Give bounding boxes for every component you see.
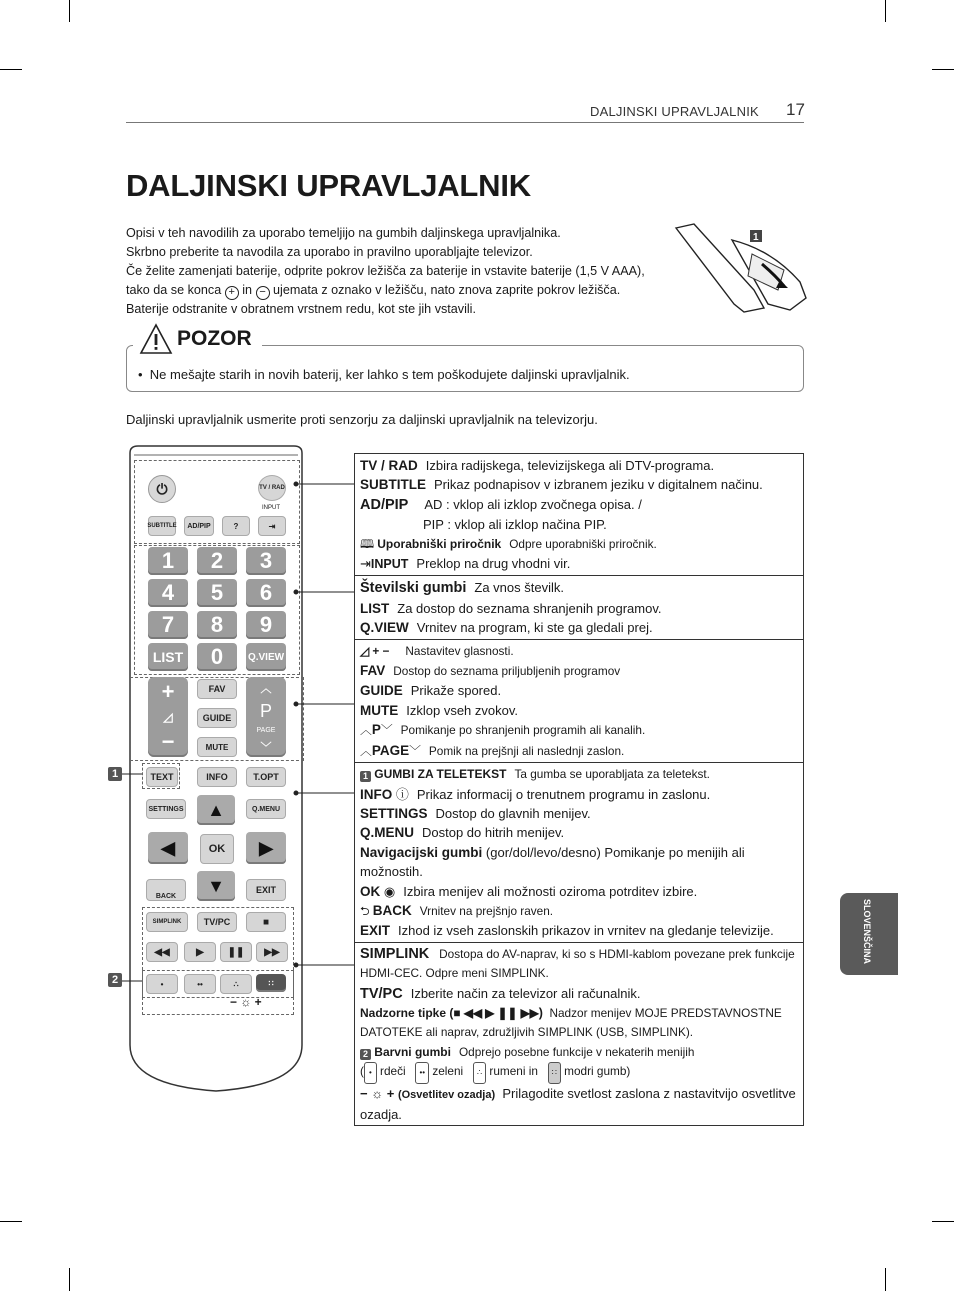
back-button[interactable]: BACK — [146, 879, 186, 901]
aim-instruction: Daljinski upravljalnik usmerite proti senzorju za daljinski upravljalnik na televizorju. — [126, 412, 598, 427]
guide-button[interactable]: GUIDE — [197, 708, 237, 728]
page-label: PAGE — [256, 726, 276, 734]
table-section-navigation: 1 GUMBI ZA TELETEKST Ta gumba se uporabljata za teletekst. INFO ⓘ Prikaz informacij o trenutnem programu in zaslonu. SETTINGS Dostop do glavnih menijev. Q.MENU Dostop do hitrih menijev. Navigacijski gumbi (gor/dol/levo/desno) Pomikanje po menijih ali možnostih. OK ◉ Izbira menijev ali možnosti oziroma potrditev izbire. ⮌ BACK Vrnitev na prejšnjo raven. EXIT Izhod iz vseh zaslonskih prikazov in vrnitev na gledanje televizije. — [355, 762, 803, 942]
color-marker: 2 — [360, 1049, 371, 1060]
teletext-marker: 1 — [108, 767, 122, 781]
digit-button[interactable]: 9 — [246, 611, 286, 639]
program-label: P — [259, 700, 272, 721]
intro-line: tako da se konca + in − ujemata z oznako v ležišču, nato znova zaprite pokrov ležišča. — [126, 283, 621, 298]
chevron-up-icon: ︿ — [360, 723, 372, 738]
yellow-color-button[interactable]: ∴ — [220, 974, 252, 994]
ok-button[interactable]: OK — [200, 834, 234, 864]
volume-icon: ◿ + − — [360, 643, 390, 658]
fav-button[interactable]: FAV — [197, 679, 237, 699]
yellow-button-icon: ∴ — [473, 1062, 486, 1083]
running-header: DALJINSKI UPRAVLJALNIK — [590, 104, 759, 119]
blue-color-button[interactable]: ∷ — [256, 974, 286, 992]
chevron-up-icon: ︿ — [260, 682, 272, 695]
digit-button[interactable]: 5 — [197, 579, 237, 607]
table-section-top: TV / RAD Izbira radijskega, televizijskega ali DTV-programa. SUBTITLE Prikaz podnapisov v izbranem jeziku v digitalnem načinu. AD/PIP AD : vklop ali izklop zvočnega opisa. / PIP : vklop ali izklop načina PIP. 🕮 Uporabniški priročnik Odpre uporabniški priročnik. ⇥INPUT Preklop na drug vhodni vir. — [360, 458, 763, 572]
fast-forward-button[interactable]: ▶▶ — [256, 942, 288, 962]
blue-button-icon: ∷ — [548, 1062, 561, 1083]
plus-terminal-icon: + — [225, 286, 239, 300]
red-button-icon: • — [364, 1062, 377, 1083]
color-marker: 2 — [108, 973, 122, 987]
backlight-icon: − ☼ + — [360, 1085, 395, 1101]
digit-button[interactable]: 1 — [148, 547, 188, 575]
teletext-marker: 1 — [360, 771, 371, 782]
digit-button[interactable]: 7 — [148, 611, 188, 639]
input-button[interactable]: ⇥ — [258, 516, 286, 536]
nav-down-button[interactable]: ▼ — [197, 871, 235, 901]
chevron-up-icon: ︿ — [360, 743, 372, 758]
subtitle-button[interactable]: SUBTITLE — [148, 516, 176, 536]
nav-up-button[interactable]: ▲ — [197, 795, 235, 825]
intro-line: Skrbno preberite ta navodila za uporabo in pravilno uporabljajte televizor. — [126, 245, 533, 259]
chevron-down-icon: ﹀ — [380, 723, 393, 738]
backlight-icon: − ☼ + — [230, 995, 262, 1009]
green-color-button[interactable]: •• — [184, 974, 216, 994]
language-side-tab: SLOVENŠČINA — [840, 893, 898, 975]
button-description-table — [354, 453, 804, 1126]
tvpc-button[interactable]: TV/PC — [197, 912, 237, 932]
playback-icons: ■ ◀◀ ▶ ❚❚ ▶▶ — [453, 1005, 539, 1020]
list-button[interactable]: LIST — [148, 643, 188, 671]
tv-rad-button[interactable]: TV / RAD — [258, 475, 286, 501]
rewind-button[interactable]: ◀◀ — [146, 942, 178, 962]
nav-right-button[interactable]: ▶ — [246, 832, 286, 864]
pause-button[interactable]: ❚❚ — [220, 942, 252, 962]
volume-down-icon: − — [161, 728, 175, 754]
digit-button[interactable]: 6 — [246, 579, 286, 607]
book-icon: 🕮 — [360, 536, 374, 551]
topt-button[interactable]: T.OPT — [246, 767, 286, 787]
qview-button[interactable]: Q.VIEW — [246, 643, 286, 671]
chevron-down-icon: ﹀ — [409, 743, 421, 758]
info-icon: ⓘ — [395, 786, 409, 802]
svg-text:1: 1 — [753, 232, 759, 243]
digit-button[interactable]: 4 — [148, 579, 188, 607]
page-number: 17 — [786, 100, 805, 119]
minus-terminal-icon: − — [256, 286, 270, 300]
digit-button[interactable]: 8 — [197, 611, 237, 639]
ok-icon: ◉ — [383, 883, 396, 899]
input-icon: ⇥ — [360, 556, 371, 572]
table-section-numbers: Številski gumbi Za vnos številk. LIST Za dostop do seznama shranjenih programov. Q.VIEW Vrnitev na program, ki ste ga gledali prej. — [355, 575, 803, 638]
mute-button[interactable]: MUTE — [197, 737, 237, 757]
red-color-button[interactable]: • — [146, 974, 178, 994]
intro-line: Opisi v teh navodilih za uporabo temeljijo na gumbih daljinskega upravljalnika. — [126, 226, 561, 240]
digit-button[interactable]: 2 — [197, 547, 237, 575]
user-guide-button[interactable]: ? — [222, 516, 250, 536]
intro-line: Če želite zamenjati baterije, odprite pokrov ležišča za baterije in vstavite baterije (1,5 V AAA), — [126, 264, 645, 278]
digit-button-zero[interactable]: 0 — [197, 643, 237, 671]
simplink-button[interactable]: SIMPLINK — [146, 912, 188, 932]
play-button[interactable]: ▶ — [184, 942, 216, 962]
text-button[interactable]: TEXT — [146, 767, 178, 787]
caution-bullet: • Ne mešajte starih in novih baterij, ker lahko s tem poškodujete daljinski upravljalnik. — [138, 367, 630, 382]
ad-pip-button[interactable]: AD/PIP — [184, 516, 214, 536]
page-title: DALJINSKI UPRAVLJALNIK — [126, 168, 531, 203]
back-icon: ⮌ — [360, 903, 370, 918]
info-button[interactable]: INFO — [197, 767, 237, 787]
nav-left-button[interactable]: ◀ — [148, 832, 188, 864]
table-section-volume: ◿ + − Nastavitev glasnosti. FAV Dostop do seznama priljubljenih programov GUIDE Prikaže spored. MUTE Izklop vseh zvokov. ︿P﹀ Pomikanje po shranjenih programih ali kanalih. ︿PAGE﹀ Pomik na prejšnji ali naslednji zaslon. — [355, 639, 803, 762]
qmenu-button[interactable]: Q.MENU — [246, 799, 286, 819]
input-label: INPUT — [262, 505, 280, 511]
stop-button[interactable]: ■ — [246, 912, 286, 932]
volume-icon: ◿ — [163, 709, 173, 724]
green-button-icon: •• — [415, 1062, 429, 1083]
caution-title: POZOR — [177, 327, 252, 350]
digit-button[interactable]: 3 — [246, 547, 286, 575]
power-button[interactable]: ⏻ — [148, 475, 176, 503]
chevron-down-icon: ﹀ — [260, 741, 272, 754]
volume-up-icon: + — [161, 679, 175, 705]
table-section-bottom: SIMPLINK Dostopa do AV-naprav, ki so s HDMI-kablom povezane prek funkcije HDMI-CEC. Odpre meni SIMPLINK. TV/PC Izberite način za televizor ali računalnik. Nadzorne tipke (■ ◀◀ ▶ ❚❚ ▶▶) Nadzor menijev MOJE PREDSTAVNOSTNE DATOTEKE ali naprav, združljivih SIMPLINK (USB, SIMPLINK). 2 Barvni gumbi Odprejo posebne funkcije v nekaterih menijih ( • rdeči •• zeleni ∴ rumeni in ∷ modri gumb) − ☼ + (Osvetlitev ozadja) Prilagodite svetlost zaslona z nastavitvijo osvetlitve ozadja. — [355, 942, 803, 1126]
settings-button[interactable]: SETTINGS — [146, 799, 186, 819]
intro-line: Baterije odstranite v obratnem vrstnem redu, kot ste jih vstavili. — [126, 302, 476, 316]
exit-button[interactable]: EXIT — [246, 879, 286, 901]
